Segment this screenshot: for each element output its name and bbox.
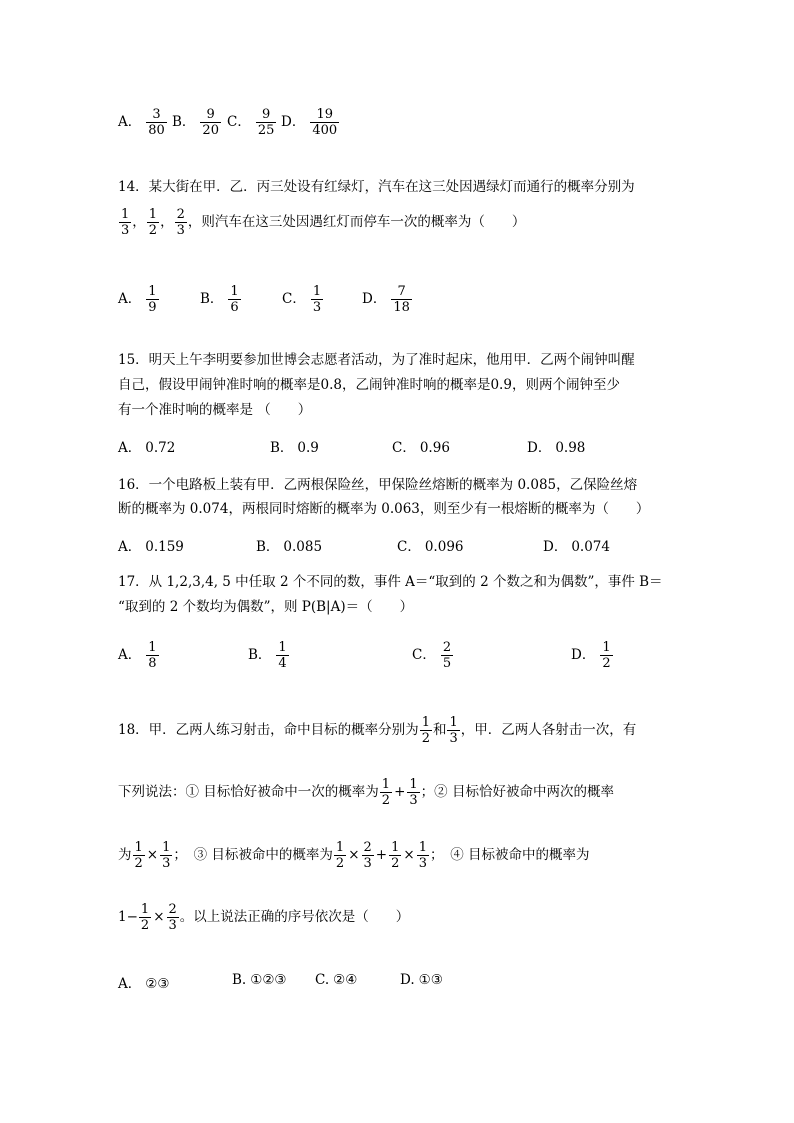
- fraction: $\frac{2}{3}$: [176, 207, 185, 238]
- q16-option-c: C． 0.096: [397, 539, 464, 555]
- q16-stem-line2: 断的概率为 0.074，两根同时熔断的概率为 0.063，则至少有一根熔断的概率为（ ）: [118, 501, 650, 517]
- q17-stem-line2: “取到的 2 个数均为偶数”，则 P(B|A)＝（ ）: [118, 599, 414, 615]
- q18-stem-line1: 18．甲．乙两人练习射击，命中目标的概率分别为 $\frac{1}{2}$ 和 $\frac{1}{3}$ ，甲．乙两人各射击一次，有: [118, 715, 637, 746]
- q14-option-b: B． $\frac{1}{6}$: [200, 284, 239, 315]
- fraction: $\frac{2}{3}$: [168, 902, 177, 933]
- q18-option-a: A． ②③: [118, 976, 170, 992]
- q16-option-d: D． 0.074: [543, 539, 610, 555]
- fraction: $\frac{1}{3}$: [409, 777, 418, 808]
- fraction: $\frac{7}{18}$: [393, 284, 410, 315]
- q18-option-c: C. ②④: [315, 972, 358, 988]
- q16-option-a: A． 0.159: [118, 539, 184, 555]
- q17-option-b: B． $\frac{1}{4}$: [248, 640, 287, 671]
- q15-option-a: A． 0.72: [118, 440, 176, 456]
- fraction: $\frac{1}{2}$: [381, 777, 391, 808]
- q15-stem-line1: 15．明天上午李明要参加世博会志愿者活动，为了准时起床，他用甲．乙两个闹钟叫醒: [118, 352, 635, 368]
- q13-option-d: D． $\frac{19}{400}$: [281, 107, 338, 138]
- q15-stem-line2: 自己，假设甲闹钟准时响的概率是0.8，乙闹钟准时响的概率是0.9，则两个闹钟至少: [118, 377, 620, 393]
- q14-option-d: D． $\frac{7}{18}$: [362, 284, 410, 315]
- fraction: $\frac{1}{3}$: [418, 840, 427, 871]
- fraction: $\frac{1}{3}$: [162, 840, 171, 871]
- fraction: $\frac{1}{2}$: [335, 840, 345, 871]
- q13-option-a: A． $\frac{3}{80}$: [118, 107, 165, 138]
- q13-option-c: C． $\frac{9}{25}$: [227, 107, 275, 138]
- q14-option-a: A． $\frac{1}{9}$: [118, 284, 157, 315]
- q14-option-c: C． $\frac{1}{3}$: [282, 284, 322, 315]
- q17-option-c: C． $\frac{2}{5}$: [412, 640, 452, 671]
- q15-option-b: B． 0.9: [270, 440, 319, 456]
- fraction: $\frac{9}{25}$: [257, 107, 275, 138]
- fraction: $\frac{19}{400}$: [312, 107, 338, 138]
- q18-option-b: B. ①②③: [232, 972, 287, 988]
- q14-stem-line1: 14．某大街在甲．乙．丙三处设有红绿灯，汽车在这三处因遇绿灯而通行的概率分别为: [118, 179, 635, 195]
- fraction: $\frac{1}{2}$: [148, 207, 158, 238]
- fraction: $\frac{1}{3}$: [449, 715, 458, 746]
- fraction: $\frac{1}{6}$: [230, 284, 239, 315]
- q18-stem-line3: 为 $\frac{1}{2}$ × $\frac{1}{3}$ ； ③ 目标被命中的概率为 $\frac{1}{2}$ × $\frac{2}{3}$ + $\frac{1}{2}$ × $\frac{1}{3}$ ； ④ 目标被命中的概率为: [118, 840, 590, 871]
- fraction: $\frac{1}{8}$: [148, 640, 157, 671]
- fraction: $\frac{1}{2}$: [421, 715, 430, 746]
- q17-option-d: D． $\frac{1}{2}$: [571, 640, 611, 671]
- q13-option-b: B． $\frac{9}{20}$: [172, 107, 219, 138]
- q17-option-a: A． $\frac{1}{8}$: [118, 640, 157, 671]
- fraction: $\frac{1}{2}$: [134, 840, 143, 871]
- fraction: $\frac{1}{2}$: [391, 840, 400, 871]
- fraction: $\frac{1}{3}$: [312, 284, 322, 315]
- fraction: $\frac{9}{20}$: [202, 107, 219, 138]
- fraction: $\frac{1}{2}$: [140, 902, 150, 933]
- q18-option-d: D. ①③: [400, 972, 443, 988]
- q18-stem-line4: 1− $\frac{1}{2}$ × $\frac{2}{3}$ 。以上说法正确的序号依次是（ ）: [118, 902, 410, 933]
- fraction: $\frac{3}{80}$: [148, 107, 165, 138]
- q18-stem-line2: 下列说法：① 目标恰好被命中一次的概率为 $\frac{1}{2}$ + $\frac{1}{3}$ ；② 目标恰好被命中两次的概率: [118, 777, 614, 808]
- fraction: $\frac{1}{3}$: [121, 207, 130, 238]
- q16-option-b: B． 0.085: [256, 539, 323, 555]
- q14-stem-line2: $\frac{1}{3}$ ， $\frac{1}{2}$ ， $\frac{2}{3}$ ，则汽车在这三处因遇红灯而停车一次的概率为（ ）: [121, 207, 526, 238]
- fraction: $\frac{1}{2}$: [602, 640, 611, 671]
- q15-option-d: D． 0.98: [527, 440, 586, 456]
- fraction: $\frac{2}{5}$: [442, 640, 452, 671]
- q17-stem-line1: 17．从 1,2,3,4, 5 中任取 2 个不同的数，事件 A＝“取到的 2 个数之和为偶数”，事件 B＝: [118, 574, 663, 590]
- fraction: $\frac{1}{4}$: [278, 640, 287, 671]
- q15-stem-line3: 有一个准时响的概率是 （ ）: [118, 402, 312, 418]
- q15-option-c: C． 0.96: [392, 440, 450, 456]
- q16-stem-line1: 16．一个电路板上装有甲．乙两根保险丝，甲保险丝熔断的概率为 0.085，乙保险丝熔: [118, 477, 638, 493]
- fraction: $\frac{1}{9}$: [148, 284, 157, 315]
- fraction: $\frac{2}{3}$: [363, 840, 372, 871]
